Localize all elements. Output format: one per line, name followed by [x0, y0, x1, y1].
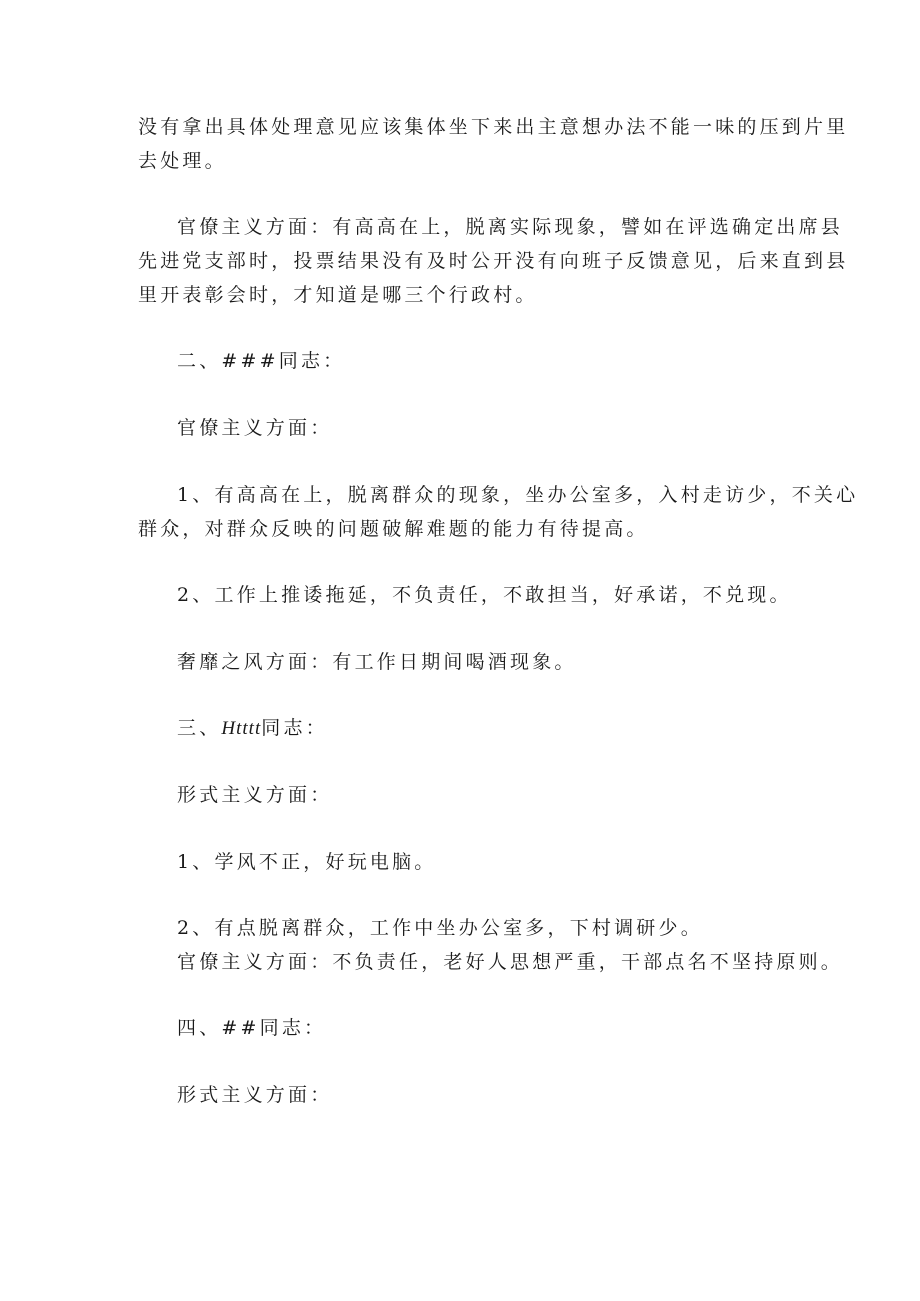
section4-heading: 四、##同志： — [177, 1017, 327, 1039]
section3-heading — [177, 716, 328, 741]
section2-item2: 2、工作上推诿拖延，不负责任，不敢担当，好承诺，不兑现。 — [177, 584, 792, 606]
para2-line3: 里开表彰会时，才知道是哪三个行政村。 — [138, 284, 538, 306]
para1-line1: 没有拿出具体处理意见应该集体坐下来出主意想办法不能一味的压到片里 — [138, 116, 849, 138]
section3-item2: 2、有点脱离群众，工作中坐办公室多，下村调研少。 — [177, 917, 703, 939]
para1-line2: 去处理。 — [138, 150, 227, 172]
section2-subheading: 官僚主义方面： — [177, 417, 333, 439]
para2-line2: 先进党支部时，投票结果没有及时公开没有向班子反馈意见，后来直到县 — [138, 250, 849, 272]
section2-item1-line2: 群众，对群众反映的问题破解难题的能力有待提高。 — [138, 518, 649, 540]
section3-heading-prefix: 三、 — [177, 717, 222, 739]
section2-item1-line1: 1、有高高在上，脱离群众的现象，坐办公室多，入村走访少，不关心 — [177, 484, 859, 506]
section2-heading: 二、###同志： — [177, 350, 346, 372]
section2-extravagance: 奢靡之风方面：有工作日期间喝酒现象。 — [177, 651, 577, 673]
para2-line1: 官僚主义方面：有高高在上，脱离实际现象，譬如在评选确定出席县 — [177, 216, 844, 238]
section3-item1: 1、学风不正，好玩电脑。 — [177, 851, 437, 873]
section4-subheading: 形式主义方面： — [177, 1084, 333, 1106]
section3-subheading: 形式主义方面： — [177, 784, 333, 806]
section3-bureaucracy: 官僚主义方面：不负责任，老好人思想严重，干部点名不坚持原则。 — [177, 951, 844, 973]
section3-heading-name: Htttt — [221, 718, 262, 739]
section3-heading-suffix: 同志： — [261, 717, 328, 739]
